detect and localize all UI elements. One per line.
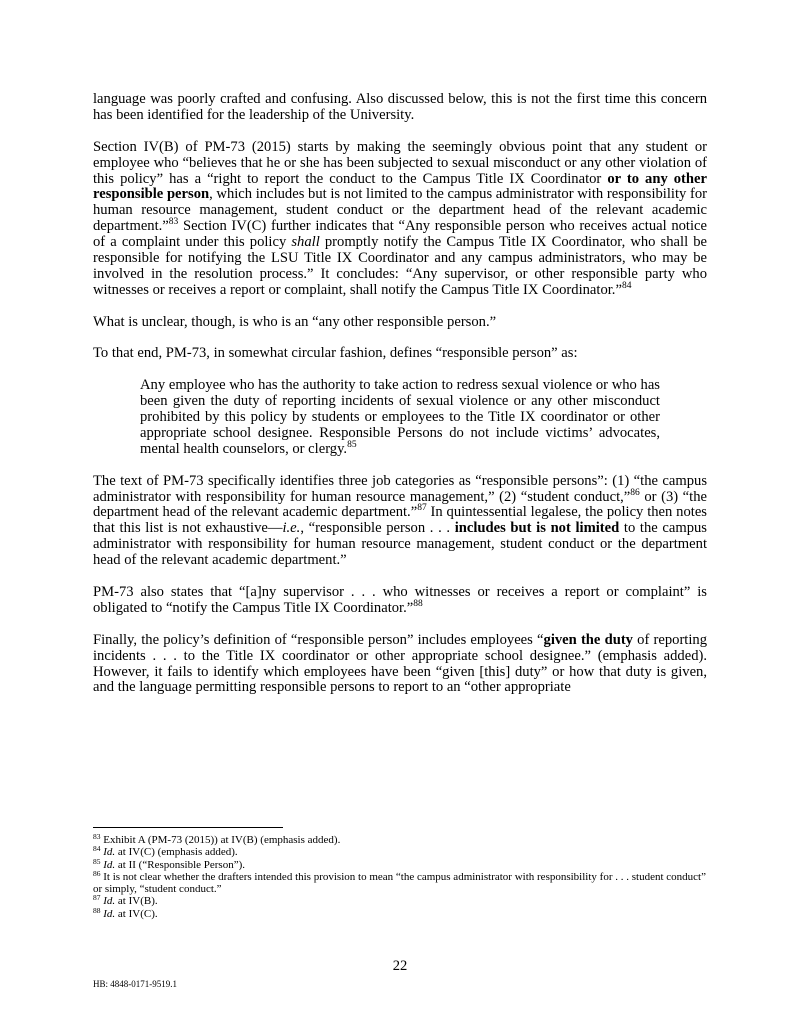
footnote-ref[interactable]: 87: [417, 503, 427, 514]
text-run: In quintessential legalese, the policy then notes that this list is not exhaustive—: [93, 504, 707, 537]
footnote-number: 85: [93, 856, 101, 866]
text-run: To that end, PM-73, in somewhat circular fashion, defines “responsible person” as:: [93, 345, 578, 362]
text-run: at II (“Responsible Person”).: [115, 858, 245, 871]
footnote: [93, 905, 713, 920]
footnote: [93, 846, 713, 858]
italic-text: Id.: [103, 858, 116, 871]
text-run: Any employee who has the authority to take action to redress sexual violence or who has been given the duty of reporting incidents of sexual violence or any other misconduct prohibited by this policy by students or employees to the Title IX coordinator or other appropriate school designee. Responsible Persons do not include victims’ advocates, mental health counselors, or clergy.: [140, 377, 660, 457]
paragraph: [93, 474, 707, 569]
bold-text: or to any other responsible person: [93, 170, 707, 203]
document-id: HB: 4848-0171-9519.1: [93, 979, 177, 989]
bold-text: includes but is not limited: [454, 520, 620, 537]
footnote-number: 88: [93, 905, 101, 915]
text-run: , which includes but is not limited to the campus administrator with responsibility for human resource management, student conduct or the department head of the relevant academic department.”: [93, 186, 707, 235]
page-number: 22: [392, 958, 408, 974]
text-run: , “responsible person . . .: [300, 520, 455, 537]
text-run: of reporting incidents . . . to the Title IX coordinator or other appropriate school designee.” (emphasis added). However, it fails to identify which employees have been “given [this] duty” or how that duty is given, and the language permitting responsible persons to report to an “other appropriate: [93, 631, 708, 696]
paragraph: [93, 315, 707, 331]
text-run: Exhibit A (PM-73 (2015)) at IV(B) (emphasis added).: [100, 834, 341, 846]
body-text: [93, 92, 707, 712]
paragraph: [93, 585, 707, 617]
text-run: at IV(C) (emphasis added).: [115, 846, 238, 859]
footnotes: [93, 834, 713, 920]
text-run: at IV(B).: [115, 895, 158, 908]
italic-text: Id.: [103, 895, 116, 908]
paragraph: [93, 633, 707, 697]
footnote: [93, 895, 713, 907]
italic-text: i.e.: [282, 520, 301, 537]
text-run: at IV(C).: [115, 907, 158, 920]
footnote-number: 83: [93, 832, 101, 841]
text-run: language was poorly crafted and confusing. Also discussed below, this is not the first time this concern has been identified for the leadership of the University.: [93, 91, 707, 123]
block-quote: [140, 378, 660, 458]
footnote: [93, 868, 713, 896]
footnote: [93, 834, 713, 846]
text-run: Section IV(C) further indicates that “Any responsible person who receives actual notice of a complaint under this policy: [93, 218, 707, 251]
text-run: or (3) “the department head of the relevant academic department.”: [93, 488, 707, 521]
bold-text: given the duty: [543, 631, 633, 648]
text-run: Section IV(B) of PM-73 (2015) starts by making the seemingly obvious point that any student or employee who “believes that he or she has been subjected to sexual misconduct or any other violation of this policy” has a “right to report the conduct to the Campus Title IX Coordinator: [93, 138, 707, 187]
footnote: [93, 856, 713, 871]
italic-text: Id.: [103, 846, 116, 859]
paragraph: [93, 92, 707, 124]
footnote-separator: [93, 827, 283, 828]
italic-text: Id.: [103, 907, 116, 920]
footnote-number: 86: [93, 868, 101, 878]
text-run: PM-73 also states that “[a]ny supervisor . . . who witnesses or receives a report or complaint” is obligated to “notify the Campus Title IX Coordinator.”: [93, 584, 707, 616]
footnote-ref[interactable]: 84: [621, 280, 632, 291]
text-run: promptly notify the Campus Title IX Coordinator, who shall be responsible for notifying the LSU Title IX Coordinator and any campus administrators, who may be involved in the resolution process.” It concludes: “Any supervisor, or other responsible party who witnesses or receives a report or complaint, shall notify the Campus Title IX Coordinator.”: [93, 234, 707, 298]
footnote-number: 87: [93, 893, 101, 903]
paragraph: [93, 346, 707, 362]
text-run: to the campus administrator with responsibility for human resource management, student conduct or the department head of the relevant academic department.”: [93, 520, 707, 569]
footnote-ref[interactable]: 85: [347, 439, 357, 450]
footnote-number: 84: [93, 844, 101, 854]
footnote-ref[interactable]: 83: [168, 217, 179, 228]
text-run: The text of PM-73 specifically identifies three job categories as “responsible persons”: (1) “the campus administrator with responsibility for human resource management,” (2) “student conduct,”: [93, 472, 707, 505]
text-run: What is unclear, though, is who is an “any other responsible person.”: [93, 313, 497, 330]
italic-text: shall: [291, 234, 320, 251]
footnote-ref[interactable]: 88: [413, 598, 423, 609]
paragraph: [93, 140, 707, 299]
footnote-ref[interactable]: 86: [630, 487, 640, 498]
text-run: Finally, the policy’s definition of “responsible person” includes employees “: [93, 631, 544, 648]
text-run: It is not clear whether the drafters intended this provision to mean “the campus administrator with responsibility for . . . student conduct” or simply, “student conduct.”: [93, 870, 706, 896]
